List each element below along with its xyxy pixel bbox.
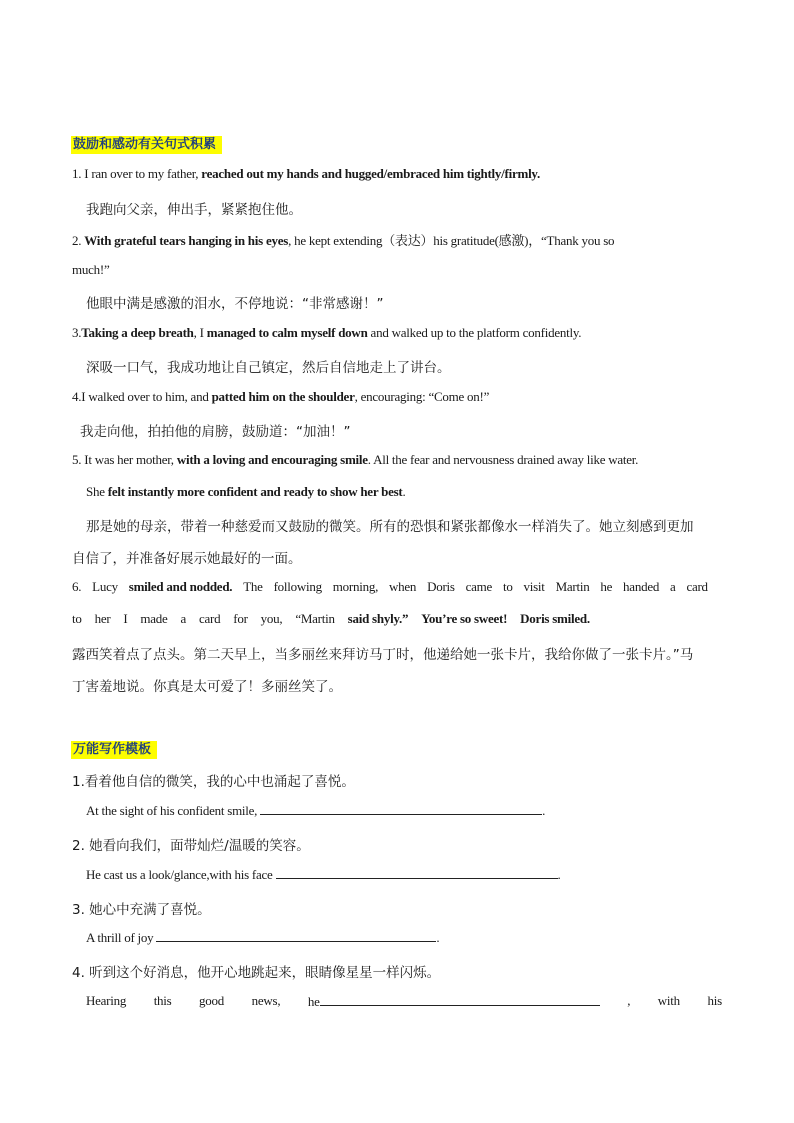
comma: ,	[627, 993, 631, 1008]
key-phrase: Taking a deep breath	[81, 325, 194, 340]
key-phrase: reached out my hands and hugged/embraced him tightly/firmly.	[201, 166, 540, 181]
section-heading-encouragement	[71, 133, 222, 153]
word: visit	[523, 579, 545, 594]
key-phrase: said shyly.”	[347, 611, 409, 626]
sentence-text: , encouraging: “Come on!”	[354, 389, 490, 404]
word: handed	[623, 579, 660, 594]
sentence-text: She	[86, 484, 108, 499]
key-phrase: with a loving and encouraging smile	[176, 452, 368, 467]
item-number: 4.	[72, 389, 82, 404]
sentence-4-chinese: 我走向他，拍拍他的肩膀，鼓励道：“加油！”	[80, 424, 351, 440]
sentence-2-english-cont: much!”	[72, 262, 110, 277]
word: card	[686, 579, 708, 594]
sentence-text: .	[402, 484, 406, 499]
item-number: 3.	[72, 325, 82, 340]
word: “Martin	[295, 611, 335, 626]
item-number: 1.	[72, 166, 82, 181]
word: you,	[260, 611, 283, 626]
template-text: He cast us a look/glance,with his face	[86, 867, 276, 882]
sentence-6-chinese-cont: 丁害羞地说。你真是太可爱了！多丽丝笑了。	[72, 679, 342, 695]
sentence-text: , I	[193, 325, 207, 340]
sentence-1-chinese: 我跑向父亲，伸出手，紧紧抱住他。	[86, 202, 302, 218]
key-phrase: You’re so sweet!	[421, 611, 508, 626]
item-number: 5.	[72, 452, 82, 467]
period: .	[542, 803, 546, 818]
template-2-english	[86, 866, 561, 883]
word: card	[198, 611, 221, 626]
word: her	[94, 611, 111, 626]
sentence-text: and walked up to the platform confidently.	[367, 325, 582, 340]
template-text: A thrill of joy	[86, 930, 157, 945]
word: good	[199, 993, 225, 1008]
item-number: 6.	[72, 579, 82, 594]
sentence-2-english	[72, 230, 614, 249]
word: came	[465, 579, 493, 594]
template-text: At the sight of his confident smile,	[86, 803, 261, 818]
fill-in-blank[interactable]	[260, 802, 542, 815]
fill-in-blank[interactable]	[320, 993, 600, 1006]
sentence-3-english	[72, 325, 581, 341]
word: news,	[251, 993, 281, 1008]
key-phrase: smiled and nodded.	[128, 579, 233, 594]
template-3-chinese: 3. 她心中充满了喜悦。	[72, 902, 211, 918]
word: Lucy	[92, 579, 118, 594]
key-phrase: patted him on the shoulder	[211, 389, 355, 404]
template-4-english	[86, 993, 722, 1010]
word: with	[657, 993, 680, 1008]
word: when	[389, 579, 417, 594]
word: to	[502, 579, 513, 594]
word: a	[670, 579, 676, 594]
sentence-2-chinese: 他眼中满是感激的泪水，不停地说：“非常感谢！”	[86, 296, 384, 312]
period: .	[436, 930, 440, 945]
sentence-6-chinese: 露西笑着点了点头。第二天早上，当多丽丝来拜访马丁时，他递给她一张卡片，我给你做了一张卡片。”马	[72, 647, 694, 663]
sentence-5-english-cont	[86, 484, 406, 500]
fill-in-blank[interactable]	[276, 866, 558, 879]
sentence-1-english	[72, 166, 540, 182]
word: Hearing	[86, 993, 127, 1008]
key-phrase: managed to calm myself down	[206, 325, 368, 340]
template-1-chinese: 1.看着他自信的微笑，我的心中也涌起了喜悦。	[72, 774, 355, 790]
highlighted-heading: 万能写作模板	[71, 741, 157, 759]
word: Doris	[427, 579, 455, 594]
word: to	[72, 611, 82, 626]
sentence-text: . All the fear and nervousness drained away like water.	[367, 452, 639, 467]
word: made	[140, 611, 168, 626]
word: he	[307, 994, 320, 1009]
word: he	[600, 579, 613, 594]
sentence-3-chinese: 深吸一口气，我成功地让自己镇定，然后自信地走上了讲台。	[86, 360, 451, 376]
sentence-5-chinese: 那是她的母亲，带着一种慈爱而又鼓励的微笑。所有的恐惧和紧张都像水一样消失了。她立刻感到更加	[86, 519, 694, 535]
sentence-text: I ran over to my father,	[81, 166, 202, 181]
highlighted-heading: 鼓励和感动有关句式积累	[71, 136, 222, 154]
sentence-text: , he kept extending（表达）his gratitude(感激)，“Thank you so	[288, 233, 615, 248]
item-number: 2.	[72, 233, 85, 248]
word: Martin	[555, 579, 590, 594]
key-phrase: felt instantly more confident and ready to show her best	[107, 484, 403, 499]
word: a	[180, 611, 187, 626]
word-with-blank	[308, 993, 600, 1010]
fill-in-blank[interactable]	[156, 929, 436, 942]
word: his	[707, 993, 722, 1008]
sentence-6-english	[72, 579, 708, 595]
template-3-english	[86, 929, 439, 946]
word: following	[273, 579, 322, 594]
template-4-chinese: 4. 听到这个好消息，他开心地跳起来，眼睛像星星一样闪烁。	[72, 965, 441, 981]
word: The	[243, 579, 263, 594]
section-heading-writing-template	[71, 738, 157, 758]
sentence-text: It was her mother,	[81, 452, 177, 467]
period: .	[557, 867, 561, 882]
template-2-chinese: 2. 她看向我们，面带灿烂/温暖的笑容。	[72, 838, 310, 854]
sentence-5-english	[72, 452, 638, 468]
key-phrase: With grateful tears hanging in his eyes	[84, 233, 289, 248]
sentence-text: I walked over to him, and	[81, 389, 212, 404]
word: I	[123, 611, 128, 626]
word: for	[233, 611, 248, 626]
sentence-5-chinese-cont: 自信了，并准备好展示她最好的一面。	[72, 551, 302, 567]
word: this	[153, 993, 172, 1008]
sentence-6-english-cont	[72, 611, 590, 627]
sentence-4-english	[72, 389, 489, 405]
key-phrase: Doris smiled.	[520, 611, 590, 626]
word: morning,	[332, 579, 379, 594]
template-1-english	[86, 802, 545, 819]
